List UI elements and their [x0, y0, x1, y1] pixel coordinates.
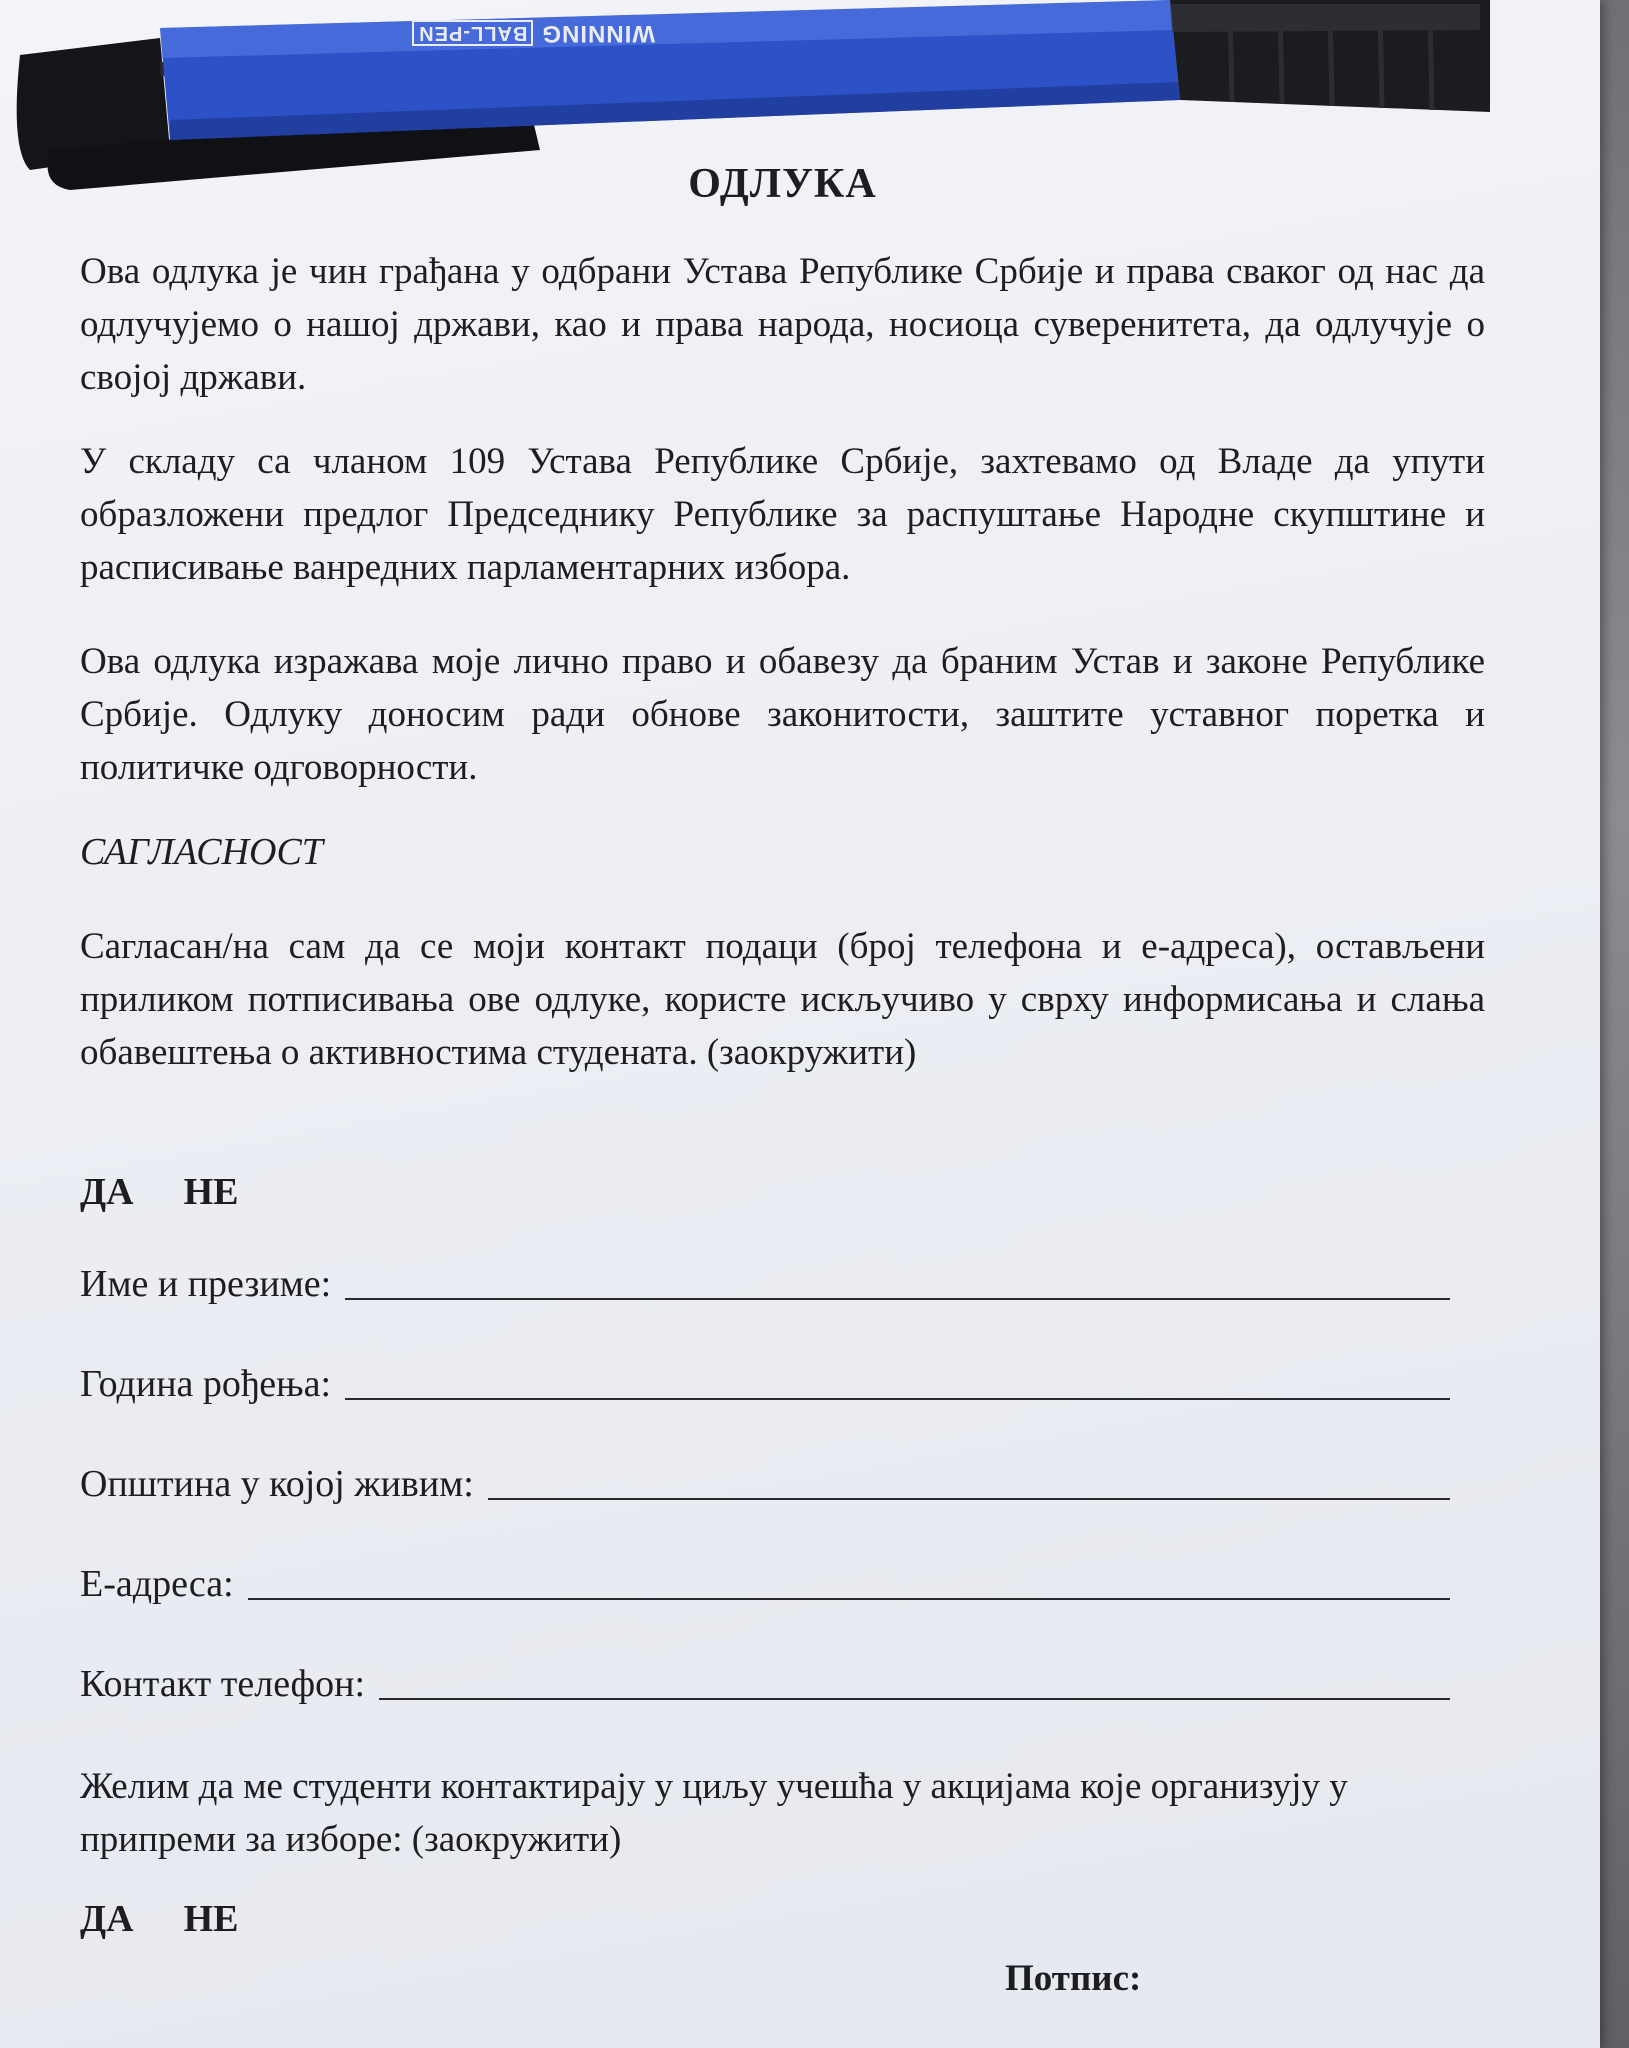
municipality-field [80, 1458, 1450, 1506]
pen-model: BALL-PEN [412, 20, 533, 46]
contact-no-option[interactable]: НЕ [183, 1898, 239, 1940]
contact-choice [80, 1897, 239, 1941]
full-name-field [80, 1258, 1450, 1306]
contact-yes-option[interactable]: ДА [80, 1898, 134, 1940]
paragraph-2: У складу са чланом 109 Устава Републике Србије, захтевамо од Владе да упути образложени предлог Председнику Републике за распуштање Народне скупштине и расписивање ванредних парламентарних избора. [80, 441, 1485, 588]
pen-brand-label [355, 18, 655, 48]
email-label: Е-адреса: [80, 1563, 234, 1605]
consent-choice [80, 1170, 239, 1214]
full-name-label: Име и презиме: [80, 1263, 332, 1305]
email-input-line[interactable] [248, 1558, 1450, 1600]
birth-year-label: Година рођења: [80, 1363, 332, 1405]
phone-input-line[interactable] [379, 1658, 1450, 1700]
contact-request-text: Желим да ме студенти контактирају у циљу учешћа у акцијама које организују у припреми за изборе: (заокружити) [80, 1766, 1348, 1860]
birth-year-field [80, 1358, 1450, 1406]
phone-field [80, 1658, 1450, 1706]
consent-no-option[interactable]: НЕ [183, 1171, 239, 1213]
document-title: ОДЛУКА [688, 161, 877, 207]
signature-label: Потпис: [1005, 1958, 1142, 1999]
consent-yes-option[interactable]: ДА [80, 1171, 134, 1213]
email-field [80, 1558, 1450, 1606]
consent-heading: САГЛАСНОСТ [80, 831, 323, 873]
phone-label: Контакт телефон: [80, 1663, 366, 1705]
pen-brand: WINNING [541, 20, 655, 47]
birth-year-input-line[interactable] [345, 1358, 1450, 1400]
paragraph-3: Ова одлука изражава моје лично право и обавезу да браним Устав и законе Републике Србије. Одлуку доносим ради обнове законитости, заштите уставног поретка и политичке одговорности. [80, 641, 1485, 788]
consent-text: Сагласан/на сам да се моји контакт подаци (број телефона и е-адреса), остављени приликом потписивања ове одлуке, користе искључиво у сврху информисања и слања обавештења о активностима студената. (заокружити) [80, 926, 1485, 1073]
full-name-input-line[interactable] [345, 1258, 1450, 1300]
paragraph-1: Ова одлука је чин грађана у одбрани Устава Републике Србије и права сваког од нас да одлучујемо о нашој држави, као и права народа, носиоца суверенитета, да одлучује о својој држави. [80, 251, 1485, 398]
municipality-input-line[interactable] [488, 1458, 1450, 1500]
municipality-label: Општина у којој живим: [80, 1463, 474, 1505]
